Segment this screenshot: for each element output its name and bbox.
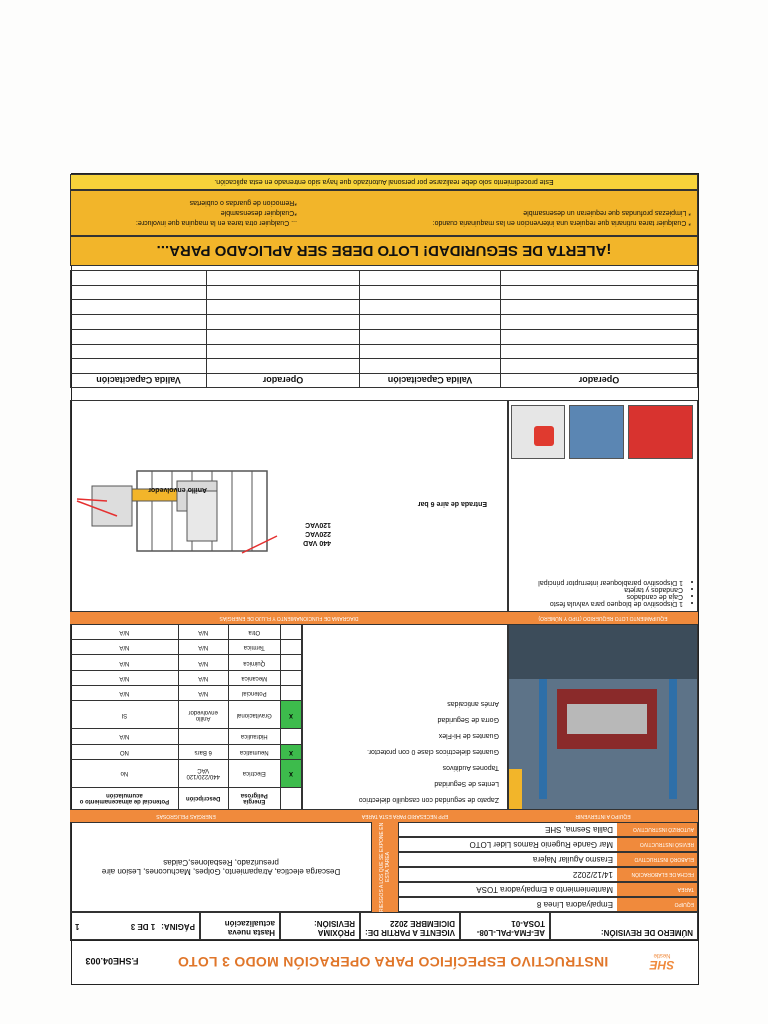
loto-photos <box>511 405 693 459</box>
capacitacion-cell[interactable] <box>501 359 698 374</box>
energia-check <box>281 729 302 744</box>
energia-potencial: N/A <box>71 655 179 670</box>
capacitacion-cell[interactable] <box>360 285 501 300</box>
energia-check <box>281 640 302 655</box>
capacitacion-cell[interactable] <box>71 285 207 300</box>
valve-lock-photo-icon <box>511 405 566 459</box>
pagina-value: 1 DE 3 <box>130 922 156 931</box>
proxima-label: PRÓXIMA REVISIÓN: <box>314 919 355 937</box>
equipo-photo <box>508 624 698 810</box>
loto-list <box>509 579 697 607</box>
info-value: Dalila Sesma, SHE <box>544 825 613 834</box>
alert-footer: Este procedimiento solo debe realizarse por personal Autorizado que haya sido entrenado en esta aplicación. <box>70 174 698 190</box>
capacitacion-cell[interactable] <box>207 285 360 300</box>
descripcion-col-header: Descripción <box>178 788 228 810</box>
energia-row <box>71 685 302 700</box>
epp-item: Arnés anticaidas <box>447 700 499 707</box>
alert-right-line: *Cualquier desensamble <box>220 209 297 216</box>
epp-item: Lentes de Seguridad <box>434 780 499 787</box>
capacitacion-cell[interactable] <box>71 271 207 286</box>
energia-row <box>71 670 302 685</box>
capacitacion-cell[interactable] <box>360 300 501 315</box>
voltage-220: 220VAC <box>305 530 331 537</box>
document-code: F.SHE04.003 <box>85 956 139 966</box>
loto-item: • 1 Dispositivo parabloquear interruptor principal <box>509 579 683 586</box>
info-label: FECHA DE ELABORACIÓN <box>617 868 697 881</box>
palletizer-drawing <box>92 471 267 551</box>
vigente-value: DICIEMBRE 2022 <box>390 919 455 928</box>
info-row <box>398 897 698 912</box>
pagina-label: PÁGINA: <box>161 922 195 931</box>
voltage-440: 440 VAD <box>303 539 331 546</box>
ring-label: Anillo envolvedor <box>148 486 207 493</box>
loto-item: • Caja de candados <box>509 593 683 600</box>
capacitacion-cell[interactable] <box>207 300 360 315</box>
info-label: AUTORIZÓ INSTRUCTIVO <box>617 823 697 836</box>
diagram-panel <box>70 400 508 612</box>
capacitacion-cell[interactable] <box>501 271 698 286</box>
loto-equipment <box>508 400 698 612</box>
energia-desc: 6 Bars <box>178 744 228 759</box>
capacitacion-cell[interactable] <box>360 271 501 286</box>
capacitacion-row <box>71 329 698 344</box>
info-value: Mar Gande Rugenio Ramos Lider LOTO <box>469 840 613 849</box>
energias-header: ENERGÍAS PELIGROSAS <box>70 810 302 822</box>
info-row <box>398 822 698 837</box>
info-label: ELABORÓ INSTRUCTIVO <box>617 853 697 866</box>
proxima-value: Hasta nueva actualización <box>224 919 275 937</box>
capacitacion-cell[interactable] <box>207 315 360 330</box>
capacitacion-row <box>71 344 698 359</box>
energia-row <box>71 640 302 655</box>
capacitacion-row <box>71 315 698 330</box>
info-value: Manteniemiento a Empalyadora TOSA <box>476 885 613 894</box>
capacitacion-cell[interactable] <box>207 271 360 286</box>
capacitacion-row <box>71 300 698 315</box>
loto-item: • 1 Dispositivo de bloqueo para valvula festo <box>509 600 683 607</box>
epp-list <box>302 624 508 810</box>
energias-table-wrap <box>70 624 302 810</box>
machine-photo-icon <box>508 624 697 809</box>
info-label: REVISÓ INSTRUCTIVO <box>617 838 697 851</box>
logo-sub: Nestle <box>653 952 671 958</box>
capacitacion-cell[interactable] <box>501 285 698 300</box>
energia-row <box>71 729 302 744</box>
capacitacion-cell[interactable] <box>71 315 207 330</box>
capacitacion-cell[interactable] <box>501 315 698 330</box>
alert-title: ¡ALERTA DE SEGURIDAD! LOTO DEBE SER APLICADO PARA... <box>70 236 698 266</box>
vigente-cell <box>360 912 460 940</box>
meta-row <box>70 912 698 940</box>
loto-instruction-sheet <box>71 173 699 985</box>
alert-left-text <box>381 207 691 227</box>
equipo-intervenir-header: EQUIPO A INTERVENIR <box>508 810 698 822</box>
info-row <box>398 882 698 897</box>
capacitacion-cell[interactable] <box>360 344 501 359</box>
logo-text: SHE <box>649 958 675 972</box>
energia-row <box>71 744 302 759</box>
operador-header-2: Operador <box>207 374 360 388</box>
energia-potencial: N/A <box>71 640 179 655</box>
proxima-value-cell <box>200 912 280 940</box>
energia-name: Otra <box>228 625 280 640</box>
info-label: TAREA <box>617 883 697 896</box>
energia-row <box>71 759 302 787</box>
energia-potencial: NO <box>71 744 179 759</box>
energias-table <box>70 624 302 810</box>
alert-right-line: ... Cualquier otra tarea en la maquina que involucre: <box>135 219 297 226</box>
proxima-cell <box>280 912 360 940</box>
check-col <box>281 788 302 810</box>
breaker-lock-photo-icon <box>570 405 625 459</box>
info-list <box>398 822 698 912</box>
capacitacion-cell[interactable] <box>207 344 360 359</box>
energia-check <box>281 685 302 700</box>
energia-check <box>281 625 302 640</box>
energia-check: X <box>281 744 302 759</box>
energia-name: Gravitacional <box>228 701 280 729</box>
voltage-labels <box>303 520 331 547</box>
energia-check: X <box>281 701 302 729</box>
diagrama-header: DIAGRAMA DE FUNCIONAMIENTO Y FLUJO DE ENERGÍAS <box>70 612 508 624</box>
capacitacion-cell[interactable] <box>71 329 207 344</box>
alert-right-text <box>77 197 297 227</box>
info-row <box>398 852 698 867</box>
energia-potencial: N/A <box>71 685 179 700</box>
energia-name: Termica <box>228 640 280 655</box>
page-title: INSTRUCTIVO ESPECÍFICO PARA OPERACIÓN MODO 3 LOTO <box>177 954 609 970</box>
valida-header-2: Valida Capacitación <box>71 374 207 388</box>
energia-name: Neumatica <box>228 744 280 759</box>
alert-left-line: * Limpiezas profundas que requieran un desensamble <box>523 209 691 216</box>
capacitacion-cell[interactable] <box>71 344 207 359</box>
capacitacion-cell[interactable] <box>71 300 207 315</box>
air-label: Entrada de aire 6 bar <box>417 500 487 507</box>
header <box>70 940 698 984</box>
energia-potencial: No <box>71 759 179 787</box>
energia-name: Potencial <box>228 685 280 700</box>
info-row <box>398 837 698 852</box>
info-label: EQUIPO <box>617 898 697 911</box>
energia-name: Hidraulica <box>228 729 280 744</box>
energia-desc <box>178 729 228 744</box>
alert-right-line: *Remocion de guardas o cubiertas <box>189 199 297 206</box>
energia-desc: N/A <box>178 625 228 640</box>
capacitacion-cell[interactable] <box>360 329 501 344</box>
capacitacion-cell[interactable] <box>207 359 360 374</box>
capacitacion-cell[interactable] <box>71 359 207 374</box>
numero-label: NÚMERO DE REVISIÓN: <box>600 928 693 937</box>
epp-item: Tapones Auditivos <box>442 764 499 771</box>
capacitacion-row <box>71 285 698 300</box>
capacitacion-row <box>71 271 698 286</box>
numero-code-cell <box>460 912 550 940</box>
energia-check <box>281 655 302 670</box>
energia-name: Quimica <box>228 655 280 670</box>
voltage-120: 120VAC <box>305 521 331 528</box>
energia-desc: N/A <box>178 670 228 685</box>
valida-header-1: Valida Capacitación <box>360 374 501 388</box>
energia-potencial: N/A <box>71 625 179 640</box>
pagina-cell <box>70 912 200 940</box>
info-value: Erasmo Aguilar Najera <box>532 855 613 864</box>
info-value: Empalyadora Línea 8 <box>536 900 613 909</box>
energia-desc: N/A <box>178 655 228 670</box>
capacitacion-cell[interactable] <box>360 315 501 330</box>
lockbox-photo-icon <box>628 405 693 459</box>
energia-desc: 440/220/120 VAC <box>178 759 228 787</box>
energia-potencial: SI <box>71 701 179 729</box>
energia-name: Mecanica <box>228 670 280 685</box>
capacitacion-cell[interactable] <box>207 329 360 344</box>
operador-header-1: Operador <box>501 374 698 388</box>
epp-item: Guantes de Hi-Flex <box>438 732 499 739</box>
alert-left-line: * Cualquier tarea rutinaria que requiera una intervencion en las maquinaria cuando: <box>432 219 691 226</box>
riesgos-text: Descarga electica, Atrapamiento, Golpes, Machucones, Lesion aire presurizado, Resbalones,Caidas <box>70 822 372 912</box>
epp-item: Guantes dielectricos clase 0 con protector. <box>367 748 499 755</box>
energia-row <box>71 655 302 670</box>
energia-desc: Anillo envolvedor <box>178 701 228 729</box>
energia-check: X <box>281 759 302 787</box>
potencial-col-header: Potencial de almacenamiento o acumulación <box>71 788 179 810</box>
logo <box>632 944 692 980</box>
vigente-label: VIGENTE A PARTIR DE: <box>365 928 455 937</box>
numero-rev: 1 <box>75 922 80 931</box>
info-value: 14/12/2022 <box>572 870 613 879</box>
capacitacion-row <box>71 359 698 374</box>
loto-item: • Candados y tarjeta <box>509 586 683 593</box>
energia-col-header: Energía Peligrosa <box>228 788 280 810</box>
energia-name: Electrica <box>228 759 280 787</box>
energia-check <box>281 670 302 685</box>
capacitacion-table-wrap <box>70 270 698 388</box>
energia-potencial: N/A <box>71 670 179 685</box>
numero-code: AE-FMA-PAL-L08-TOSA-01 <box>476 919 545 937</box>
capacitacion-cell[interactable] <box>501 344 698 359</box>
numero-cell <box>550 912 698 940</box>
energia-row <box>71 625 302 640</box>
info-block <box>70 822 698 912</box>
capacitacion-cell[interactable] <box>501 300 698 315</box>
energia-desc: N/A <box>178 685 228 700</box>
capacitacion-cell[interactable] <box>360 359 501 374</box>
capacitacion-cell[interactable] <box>501 329 698 344</box>
energia-desc: N/A <box>178 640 228 655</box>
epp-header: EPP NECESARIO PARA ESTA TAREA <box>302 810 508 822</box>
capacitacion-table <box>70 270 698 388</box>
riesgos-label: RIESGOS A LOS QUE SE EXPONE EN ESTA TAREA <box>372 822 398 912</box>
epp-item: Gorra de Seguridad <box>437 716 499 723</box>
epp-item: Zapato de seguridad con casquillo dielectrico <box>358 796 499 803</box>
energia-row <box>71 701 302 729</box>
energia-potencial: N/A <box>71 729 179 744</box>
equipamiento-header: EQUIPAMIENTO LOTO REQUERIDO (TIPO Y NÚMERO) <box>508 612 698 624</box>
alert-body <box>70 190 698 236</box>
info-row <box>398 867 698 882</box>
